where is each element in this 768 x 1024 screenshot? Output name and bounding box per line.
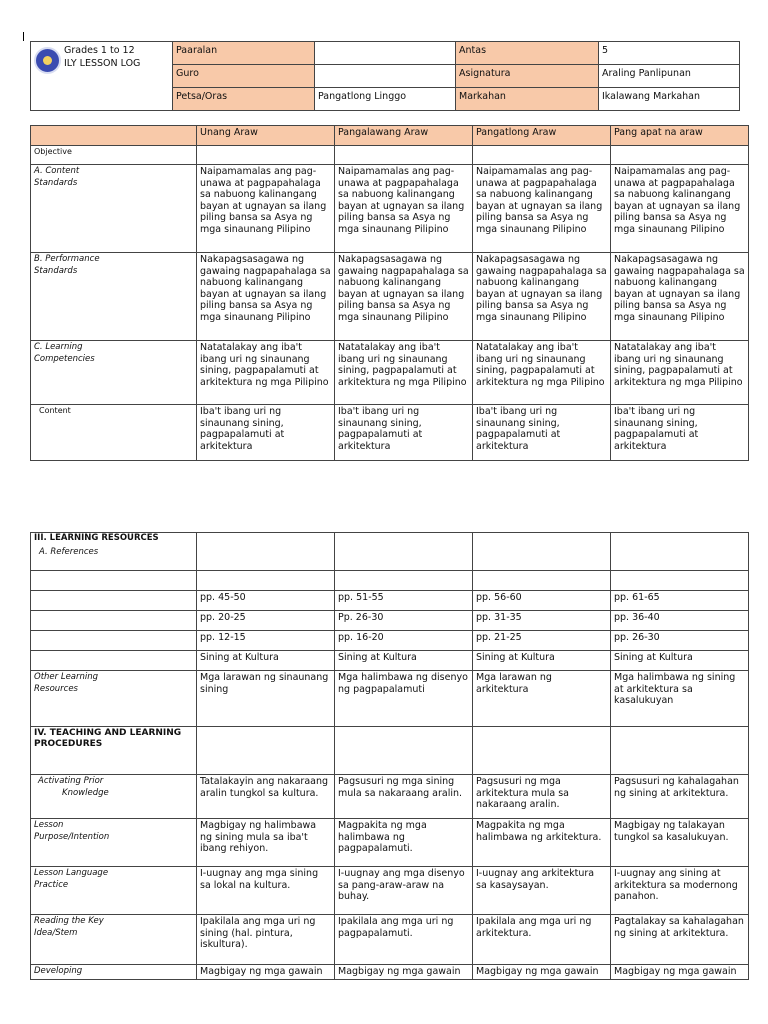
resource-cell[interactable]: [335, 571, 473, 591]
developing-cell[interactable]: Magbigay ng mga gawain: [611, 965, 749, 980]
grades-label: Grades 1 to 12: [64, 45, 135, 56]
resource-cell[interactable]: Pp. 26-30: [335, 611, 473, 631]
label-line: Practice: [34, 879, 69, 890]
grade-label: Antas: [456, 42, 599, 65]
objective-cell[interactable]: [197, 146, 335, 165]
day-header-1: Unang Araw: [197, 126, 335, 146]
resource-cell[interactable]: Sining at Kultura: [197, 651, 335, 671]
resource-cell[interactable]: [197, 571, 335, 591]
content-cell[interactable]: Iba't ibang uri ng sinaunang sining, pagpapalamuti at arkitektura: [611, 405, 749, 461]
other-resources-cell[interactable]: Mga halimbawa ng disenyo ng pagpapalamuti: [335, 671, 473, 727]
learning-resources-label: [31, 533, 197, 571]
objective-cell[interactable]: [611, 146, 749, 165]
label-line: Lesson: [34, 820, 64, 830]
key-idea-cell[interactable]: Ipakilala ang mga uri ng pagpapalamuti.: [335, 915, 473, 965]
objective-cell[interactable]: [335, 146, 473, 165]
objectives-table: [30, 125, 749, 461]
resource-cell[interactable]: pp. 45-50: [197, 591, 335, 611]
grade-value[interactable]: 5: [599, 42, 740, 65]
label-line: Knowledge: [62, 787, 109, 798]
key-idea-cell[interactable]: Ipakilala ang mga uri ng arkitektura.: [473, 915, 611, 965]
language-practice-label: [31, 867, 197, 915]
language-cell[interactable]: I-uugnay ang sining at arkitektura sa modernong panahon.: [611, 867, 749, 915]
school-value[interactable]: [315, 42, 456, 65]
date-label: Petsa/Oras: [173, 88, 315, 111]
key-idea-cell[interactable]: Pagtalakay sa kahalagahan ng sining at arkitektura.: [611, 915, 749, 965]
lesson-purpose-label: [31, 819, 197, 867]
blank-label-cell: [31, 571, 197, 591]
resource-cell[interactable]: pp. 26-30: [611, 631, 749, 651]
content-cell[interactable]: Iba't ibang uri ng sinaunang sining, pagpapalamuti at arkitektura: [335, 405, 473, 461]
content-standards-cell[interactable]: Naipamamalas ang pag-unawa at pagpapahalaga sa nabuong kalinangang bayan at ugnayan sa ilang piling bansa sa Asya ng mga sinaunang Pilipino: [335, 165, 473, 253]
resource-cell[interactable]: Sining at Kultura: [335, 651, 473, 671]
label-line: C. Learning: [34, 342, 83, 352]
activating-cell[interactable]: Tatalakayin ang nakaraang aralin tungkol sa kultura.: [197, 775, 335, 819]
performance-standards-cell[interactable]: Nakapagsasagawa ng gawaing nagpapahalaga sa nabuong kalinangang bayan at ugnayan sa ilang piling bansa sa Asya ng mga sinaunang Pilipino: [197, 253, 335, 341]
learning-competencies-cell[interactable]: Natatalakay ang iba't ibang uri ng sinaunang sining, pagpapalamuti at arkitektura ng mga Pilipino: [473, 341, 611, 405]
other-resources-label: [31, 671, 197, 727]
purpose-cell[interactable]: Magpakita ng mga halimbawa ng pagpapalamuti.: [335, 819, 473, 867]
resource-cell[interactable]: [197, 533, 335, 571]
procedure-cell[interactable]: [611, 727, 749, 775]
label-line: Activating Prior: [38, 776, 104, 786]
resource-cell[interactable]: Sining at Kultura: [611, 651, 749, 671]
resource-cell[interactable]: pp. 36-40: [611, 611, 749, 631]
resource-cell[interactable]: pp. 20-25: [197, 611, 335, 631]
content-label: Content: [31, 405, 197, 461]
procedure-cell[interactable]: [197, 727, 335, 775]
language-cell[interactable]: I-uugnay ang mga disenyo sa pang-araw-araw na buhay.: [335, 867, 473, 915]
objective-label: Objective: [31, 146, 197, 165]
blank-label-cell: [31, 631, 197, 651]
label-line: Competencies: [34, 353, 95, 364]
content-standards-label: [31, 165, 197, 253]
date-value[interactable]: Pangatlong Linggo: [315, 88, 456, 111]
key-idea-cell[interactable]: Ipakilala ang mga uri ng sining (hal. pintura, iskultura).: [197, 915, 335, 965]
log-title: ILY LESSON LOG: [64, 58, 141, 69]
purpose-cell[interactable]: Magbigay ng halimbawa ng sining mula sa iba't ibang rehiyon.: [197, 819, 335, 867]
label-line: Other Learning: [34, 672, 99, 682]
resource-cell[interactable]: pp. 21-25: [473, 631, 611, 651]
purpose-cell[interactable]: Magpakita ng mga halimbawa ng arkitektura.: [473, 819, 611, 867]
resource-cell[interactable]: pp. 16-20: [335, 631, 473, 651]
content-cell[interactable]: Iba't ibang uri ng sinaunang sining, pagpapalamuti at arkitektura: [197, 405, 335, 461]
resource-cell[interactable]: pp. 61-65: [611, 591, 749, 611]
resource-cell[interactable]: pp. 12-15: [197, 631, 335, 651]
content-cell[interactable]: Iba't ibang uri ng sinaunang sining, pagpapalamuti at arkitektura: [473, 405, 611, 461]
references-label: A. References: [39, 547, 99, 557]
resource-cell[interactable]: [611, 533, 749, 571]
content-standards-cell[interactable]: Naipamamalas ang pag-unawa at pagpapahalaga sa nabuong kalinangang bayan at ugnayan sa ilang piling bansa sa Asya ng mga sinaunang Pilipino: [611, 165, 749, 253]
subject-value[interactable]: Araling Panlipunan: [599, 65, 740, 88]
quarter-label: Markahan: [456, 88, 599, 111]
performance-standards-label: [31, 253, 197, 341]
developing-label: Developing: [31, 965, 197, 980]
label-line: Idea/Stem: [34, 927, 78, 938]
header-table: [30, 41, 740, 111]
learning-competencies-cell[interactable]: Natatalakay ang iba't ibang uri ng sinaunang sining, pagpapalamuti at arkitektura ng mga Pilipino: [335, 341, 473, 405]
activating-cell[interactable]: Pagsusuri ng mga arkitektura mula sa nakaraang aralin.: [473, 775, 611, 819]
blank-label-cell: [31, 611, 197, 631]
blank-label-cell: [31, 651, 197, 671]
teacher-label: Guro: [173, 65, 315, 88]
procedures-heading: IV. TEACHING AND LEARNING PROCEDURES: [31, 727, 197, 775]
learning-competencies-label: [31, 341, 197, 405]
other-resources-cell[interactable]: Mga halimbawa ng sining at arkitektura sa kasalukuyan: [611, 671, 749, 727]
content-standards-cell[interactable]: Naipamamalas ang pag-unawa at pagpapahalaga sa nabuong kalinangang bayan at ugnayan sa ilang piling bansa sa Asya ng mga sinaunang Pilipino: [473, 165, 611, 253]
content-standards-cell[interactable]: Naipamamalas ang pag-unawa at pagpapahalaga sa nabuong kalinangang bayan at ugnayan sa ilang piling bansa sa Asya ng mga sinaunang Pilipino: [197, 165, 335, 253]
subject-label: Asignatura: [456, 65, 599, 88]
label-line: Standards: [34, 177, 78, 188]
other-resources-cell[interactable]: Mga larawan ng sinaunang sining: [197, 671, 335, 727]
procedure-cell[interactable]: [335, 727, 473, 775]
resource-cell[interactable]: [611, 571, 749, 591]
teacher-value[interactable]: [315, 65, 456, 88]
language-cell[interactable]: I-uugnay ang mga sining sa lokal na kultura.: [197, 867, 335, 915]
activating-cell[interactable]: Pagsusuri ng kahalagahan ng sining at arkitektura.: [611, 775, 749, 819]
learning-competencies-cell[interactable]: Natatalakay ang iba't ibang uri ng sinaunang sining, pagpapalamuti at arkitektura ng mga Pilipino: [611, 341, 749, 405]
performance-standards-cell[interactable]: Nakapagsasagawa ng gawaing nagpapahalaga sa nabuong kalinangang bayan at ugnayan sa ilang piling bansa sa Asya ng mga sinaunang Pilipino: [335, 253, 473, 341]
developing-cell[interactable]: Magbigay ng mga gawain: [335, 965, 473, 980]
procedure-cell[interactable]: [473, 727, 611, 775]
resources-procedures-table: [30, 532, 749, 980]
key-idea-label: [31, 915, 197, 965]
resource-cell[interactable]: pp. 51-55: [335, 591, 473, 611]
deped-seal-icon: [34, 47, 61, 74]
label-line: B. Performance: [34, 254, 100, 264]
label-line: Purpose/Intention: [34, 831, 110, 842]
purpose-cell[interactable]: Magbigay ng talakayan tungkol sa kasalukuyan.: [611, 819, 749, 867]
performance-standards-cell[interactable]: Nakapagsasagawa ng gawaing nagpapahalaga sa nabuong kalinangang bayan at ugnayan sa ilang piling bansa sa Asya ng mga sinaunang Pilipino: [611, 253, 749, 341]
school-label: Paaralan: [173, 42, 315, 65]
resource-cell[interactable]: [473, 571, 611, 591]
day-header-4: Pang apat na araw: [611, 126, 749, 146]
label-line: Lesson Language: [34, 868, 109, 878]
performance-standards-cell[interactable]: Nakapagsasagawa ng gawaing nagpapahalaga sa nabuong kalinangang bayan at ugnayan sa ilang piling bansa sa Asya ng mga sinaunang Pilipino: [473, 253, 611, 341]
activating-cell[interactable]: Pagsusuri ng mga sining mula sa nakaraang aralin.: [335, 775, 473, 819]
label-line: A. Content: [34, 166, 80, 176]
resource-cell[interactable]: pp. 31-35: [473, 611, 611, 631]
learning-resources-heading: III. LEARNING RESOURCES: [34, 533, 159, 543]
activating-prior-label: [31, 775, 197, 819]
quarter-value[interactable]: Ikalawang Markahan: [599, 88, 740, 111]
resource-cell[interactable]: pp. 56-60: [473, 591, 611, 611]
label-line: Resources: [34, 683, 78, 694]
resource-cell[interactable]: Sining at Kultura: [473, 651, 611, 671]
developing-cell[interactable]: Magbigay ng mga gawain: [473, 965, 611, 980]
text-cursor: [23, 32, 24, 41]
language-cell[interactable]: I-uugnay ang arkitektura sa kasaysayan.: [473, 867, 611, 915]
objective-cell[interactable]: [473, 146, 611, 165]
label-line: Reading the Key: [34, 916, 104, 926]
learning-competencies-cell[interactable]: Natatalakay ang iba't ibang uri ng sinaunang sining, pagpapalamuti at arkitektura ng mga Pilipino: [197, 341, 335, 405]
resource-cell[interactable]: [335, 533, 473, 571]
logo-cell: [31, 42, 173, 111]
day-header-2: Pangalawang Araw: [335, 126, 473, 146]
developing-cell[interactable]: Magbigay ng mga gawain: [197, 965, 335, 980]
label-line: Standards: [34, 265, 78, 276]
resource-cell[interactable]: [473, 533, 611, 571]
other-resources-cell[interactable]: Mga larawan ng arkitektura: [473, 671, 611, 727]
day-header-3: Pangatlong Araw: [473, 126, 611, 146]
blank-label-cell: [31, 591, 197, 611]
corner-cell: [31, 126, 197, 146]
